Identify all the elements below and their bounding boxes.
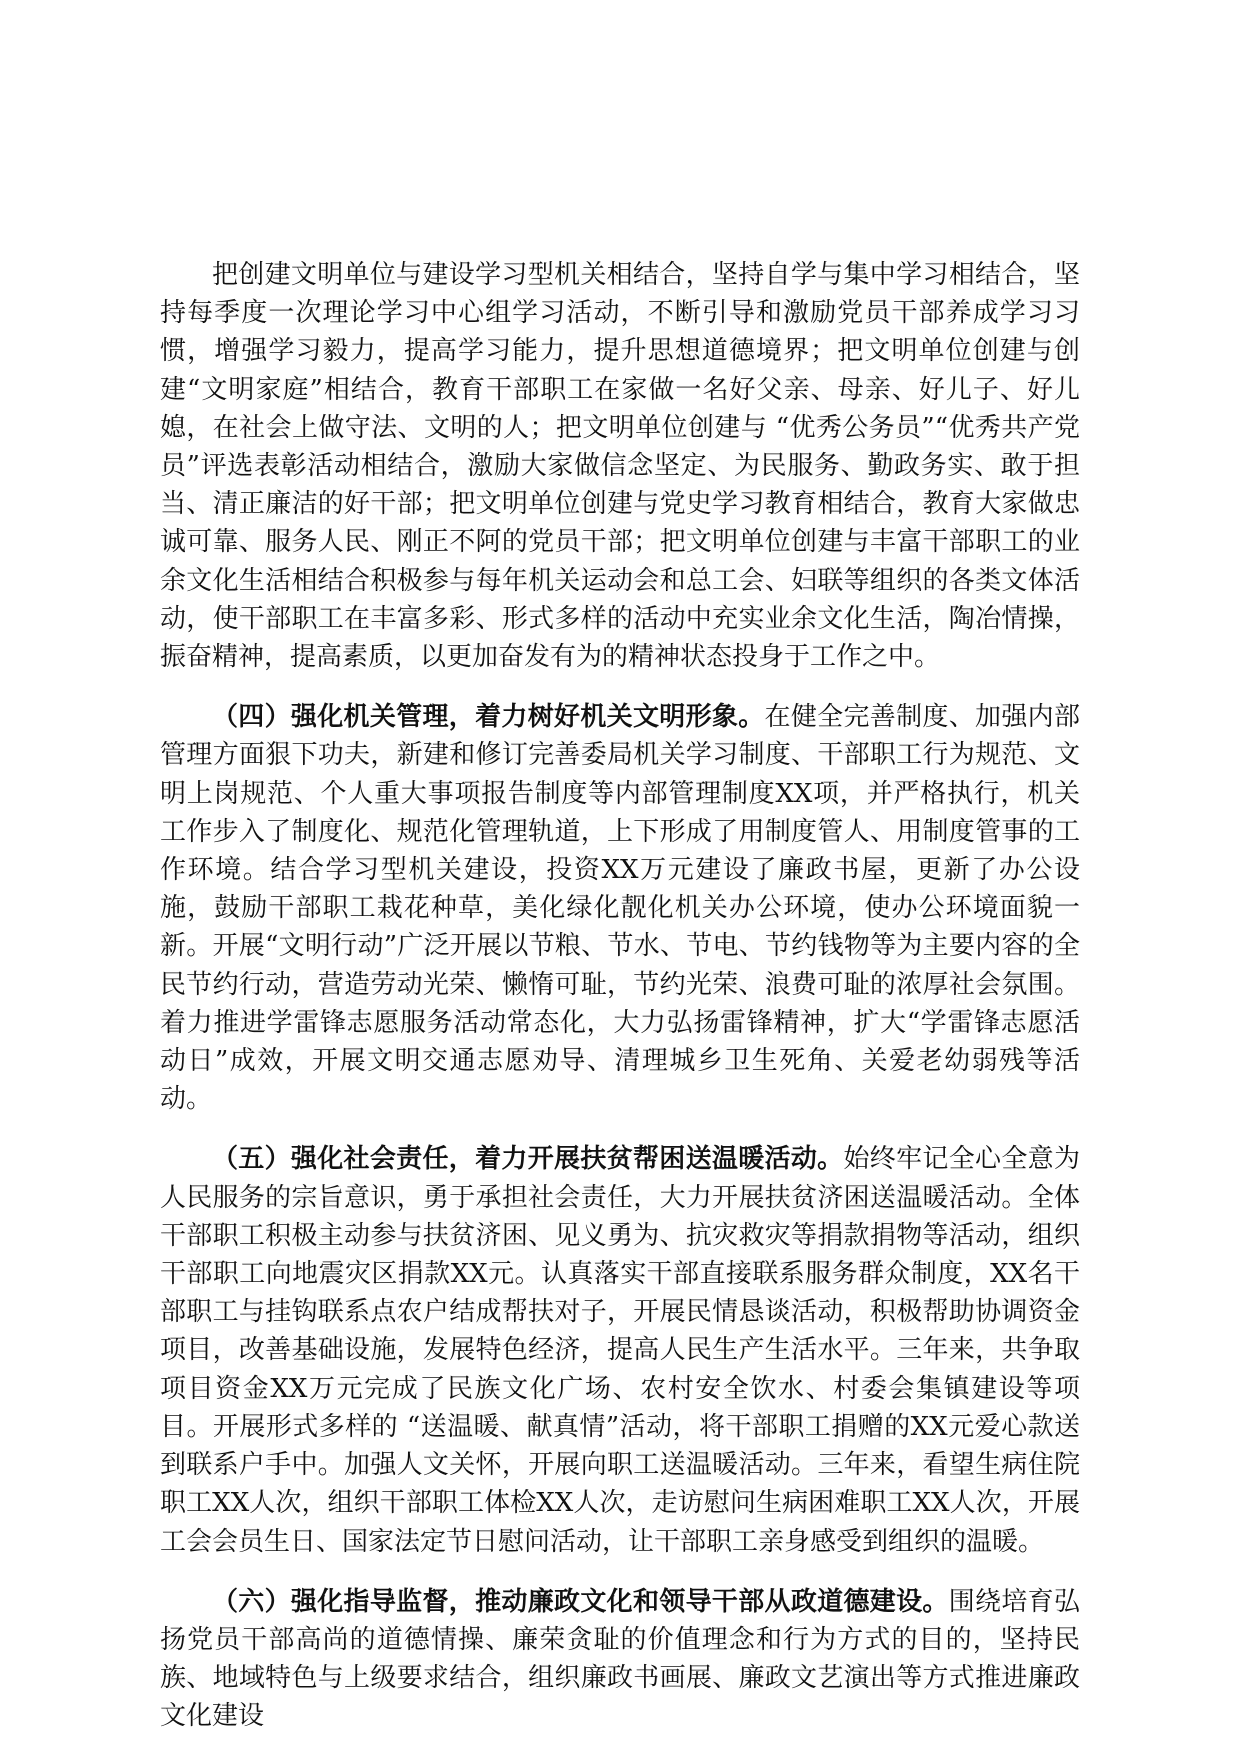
section-6-heading: （六）强化指导监督，推动廉政文化和领导干部从政道德建设。 — [212, 1586, 949, 1617]
section-6-body: 围绕培育弘扬党员干部高尚的道德情操、廉荣贪耻的价值理念和行为方式的目的，坚持民族、地域特色与上级要求结合，组织廉政书画展、廉政文艺演出等方式推进廉政文化建设 — [160, 1586, 1080, 1732]
section-4-body: 在健全完善制度、加强内部管理方面狠下功夫，新建和修订完善委局机关学习制度、干部职工行为规范、文明上岗规范、个人重大事项报告制度等内部管理制度XX项，并严格执行，机关工作步入了制度化、规范化管理轨道，上下形成了用制度管人、用制度管事的工作环境。结合学习型机关建设，投资XX万元建设了廉政书屋，更新了办公设施，鼓励干部职工栽花种草，美化绿化靓化机关办公环境，使办公环境面貌一新。开展“文明行动”广泛开展以节粮、节水、节电、节约钱物等为主要内容的全民节约行动，营造劳动光荣、懒惰可耻，节约光荣、浪费可耻的浓厚社会氛围。着力推进学雷锋志愿服务活动常态化，大力弘扬雷锋精神，扩大“学雷锋志愿活动日”成效，开展文明交通志愿劝导、清理城乡卫生死角、关爱老幼弱残等活动。 — [160, 702, 1080, 1115]
paragraph-section-4 — [160, 698, 1080, 1118]
paragraph-study-civilization — [160, 256, 1080, 676]
paragraph-section-6 — [160, 1583, 1080, 1736]
section-5-heading: （五）强化社会责任，着力开展扶贫帮困送温暖活动。 — [212, 1144, 844, 1175]
section-5-body: 始终牢记全心全意为人民服务的宗旨意识，勇于承担社会责任，大力开展扶贫济困送温暖活动。全体干部职工积极主动参与扶贫济困、见义勇为、抗灾救灾等捐款捐物等活动，组织干部职工向地震灾区捐款XX元。认真落实干部直接联系服务群众制度，XX名干部职工与挂钩联系点农户结成帮扶对子，开展民情恳谈活动，积极帮助协调资金项目，改善基础设施，发展特色经济，提高人民生产生活水平。三年来，共争取项目资金XX万元完成了民族文化广场、农村安全饮水、村委会集镇建设等项目。开展形式多样的 “送温暖、献真情”活动，将干部职工捐赠的XX元爱心款送到联系户手中。加强人文关怀，开展向职工送温暖活动。三年来，看望生病住院职工XX人次，组织干部职工体检XX人次，走访慰问生病困难职工XX人次，开展工会会员生日、国家法定节日慰问活动，让干部职工亲身感受到组织的温暖。 — [160, 1144, 1080, 1557]
document-body — [160, 256, 1080, 1758]
paragraph-section-5 — [160, 1140, 1080, 1560]
section-4-heading: （四）强化机关管理，着力树好机关文明形象。 — [212, 702, 765, 733]
paragraph-body: 把创建文明单位与建设学习型机关相结合，坚持自学与集中学习相结合，坚持每季度一次理论学习中心组学习活动，不断引导和激励党员干部养成学习习惯，增强学习毅力，提高学习能力，提升思想道德境界；把文明单位创建与创建“文明家庭”相结合，教育干部职工在家做一名好父亲、母亲、好儿子、好儿媳，在社会上做守法、文明的人；把文明单位创建与 “优秀公务员”“优秀共产党员”评选表彰活动相结合，激励大家做信念坚定、为民服务、勤政务实、敢于担当、清正廉洁的好干部；把文明单位创建与党史学习教育相结合，教育大家做忠诚可靠、服务人民、刚正不阿的党员干部；把文明单位创建与丰富干部职工的业余文化生活相结合积极参与每年机关运动会和总工会、妇联等组织的各类文体活动，使干部职工在丰富多彩、形式多样的活动中充实业余文化生活，陶冶情操，振奋精神，提高素质，以更加奋发有为的精神状态投身于工作之中。 — [160, 260, 1080, 673]
